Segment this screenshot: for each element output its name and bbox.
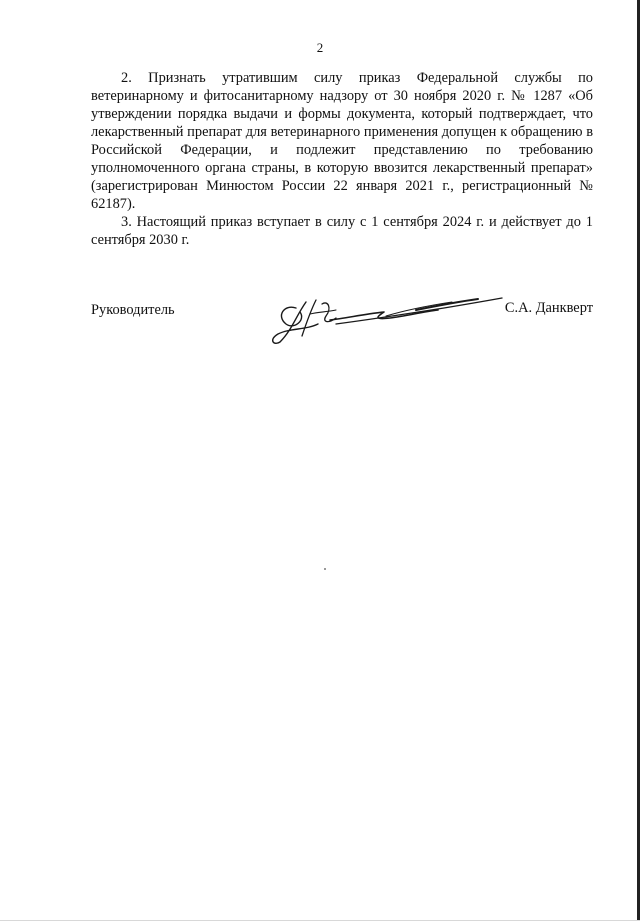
- paragraph-item-2: 2. Признать утратившим силу приказ Федеральной службы по ветеринарному и фитосанитарному надзору от 30 ноября 2020 г. № 1287 «Об утверждении порядка выдачи и формы документа, который подтверждает, что лекарственный препарат для ветеринарного применения допущен к обращению в Российской Федерации, и подлежит представлению по требованию уполномоченного органа страны, в которую ввозится лекарственный препарат» (зарегистрирован Минюстом России 22 января 2021 г., регистрационный № 62187).: [91, 70, 593, 212]
- signatory-name: С.А. Данкверт: [504, 300, 593, 316]
- handwritten-signature-icon: [266, 290, 506, 348]
- paragraph-item-3: 3. Настоящий приказ вступает в силу с 1 сентября 2024 г. и действует до 1 сентября 2030 г.: [91, 214, 593, 248]
- signatory-title: Руководитель: [91, 302, 175, 318]
- document-body: [91, 69, 593, 249]
- signature-block: [91, 290, 593, 350]
- page-number: 2: [316, 40, 324, 55]
- scan-speck: [324, 568, 326, 570]
